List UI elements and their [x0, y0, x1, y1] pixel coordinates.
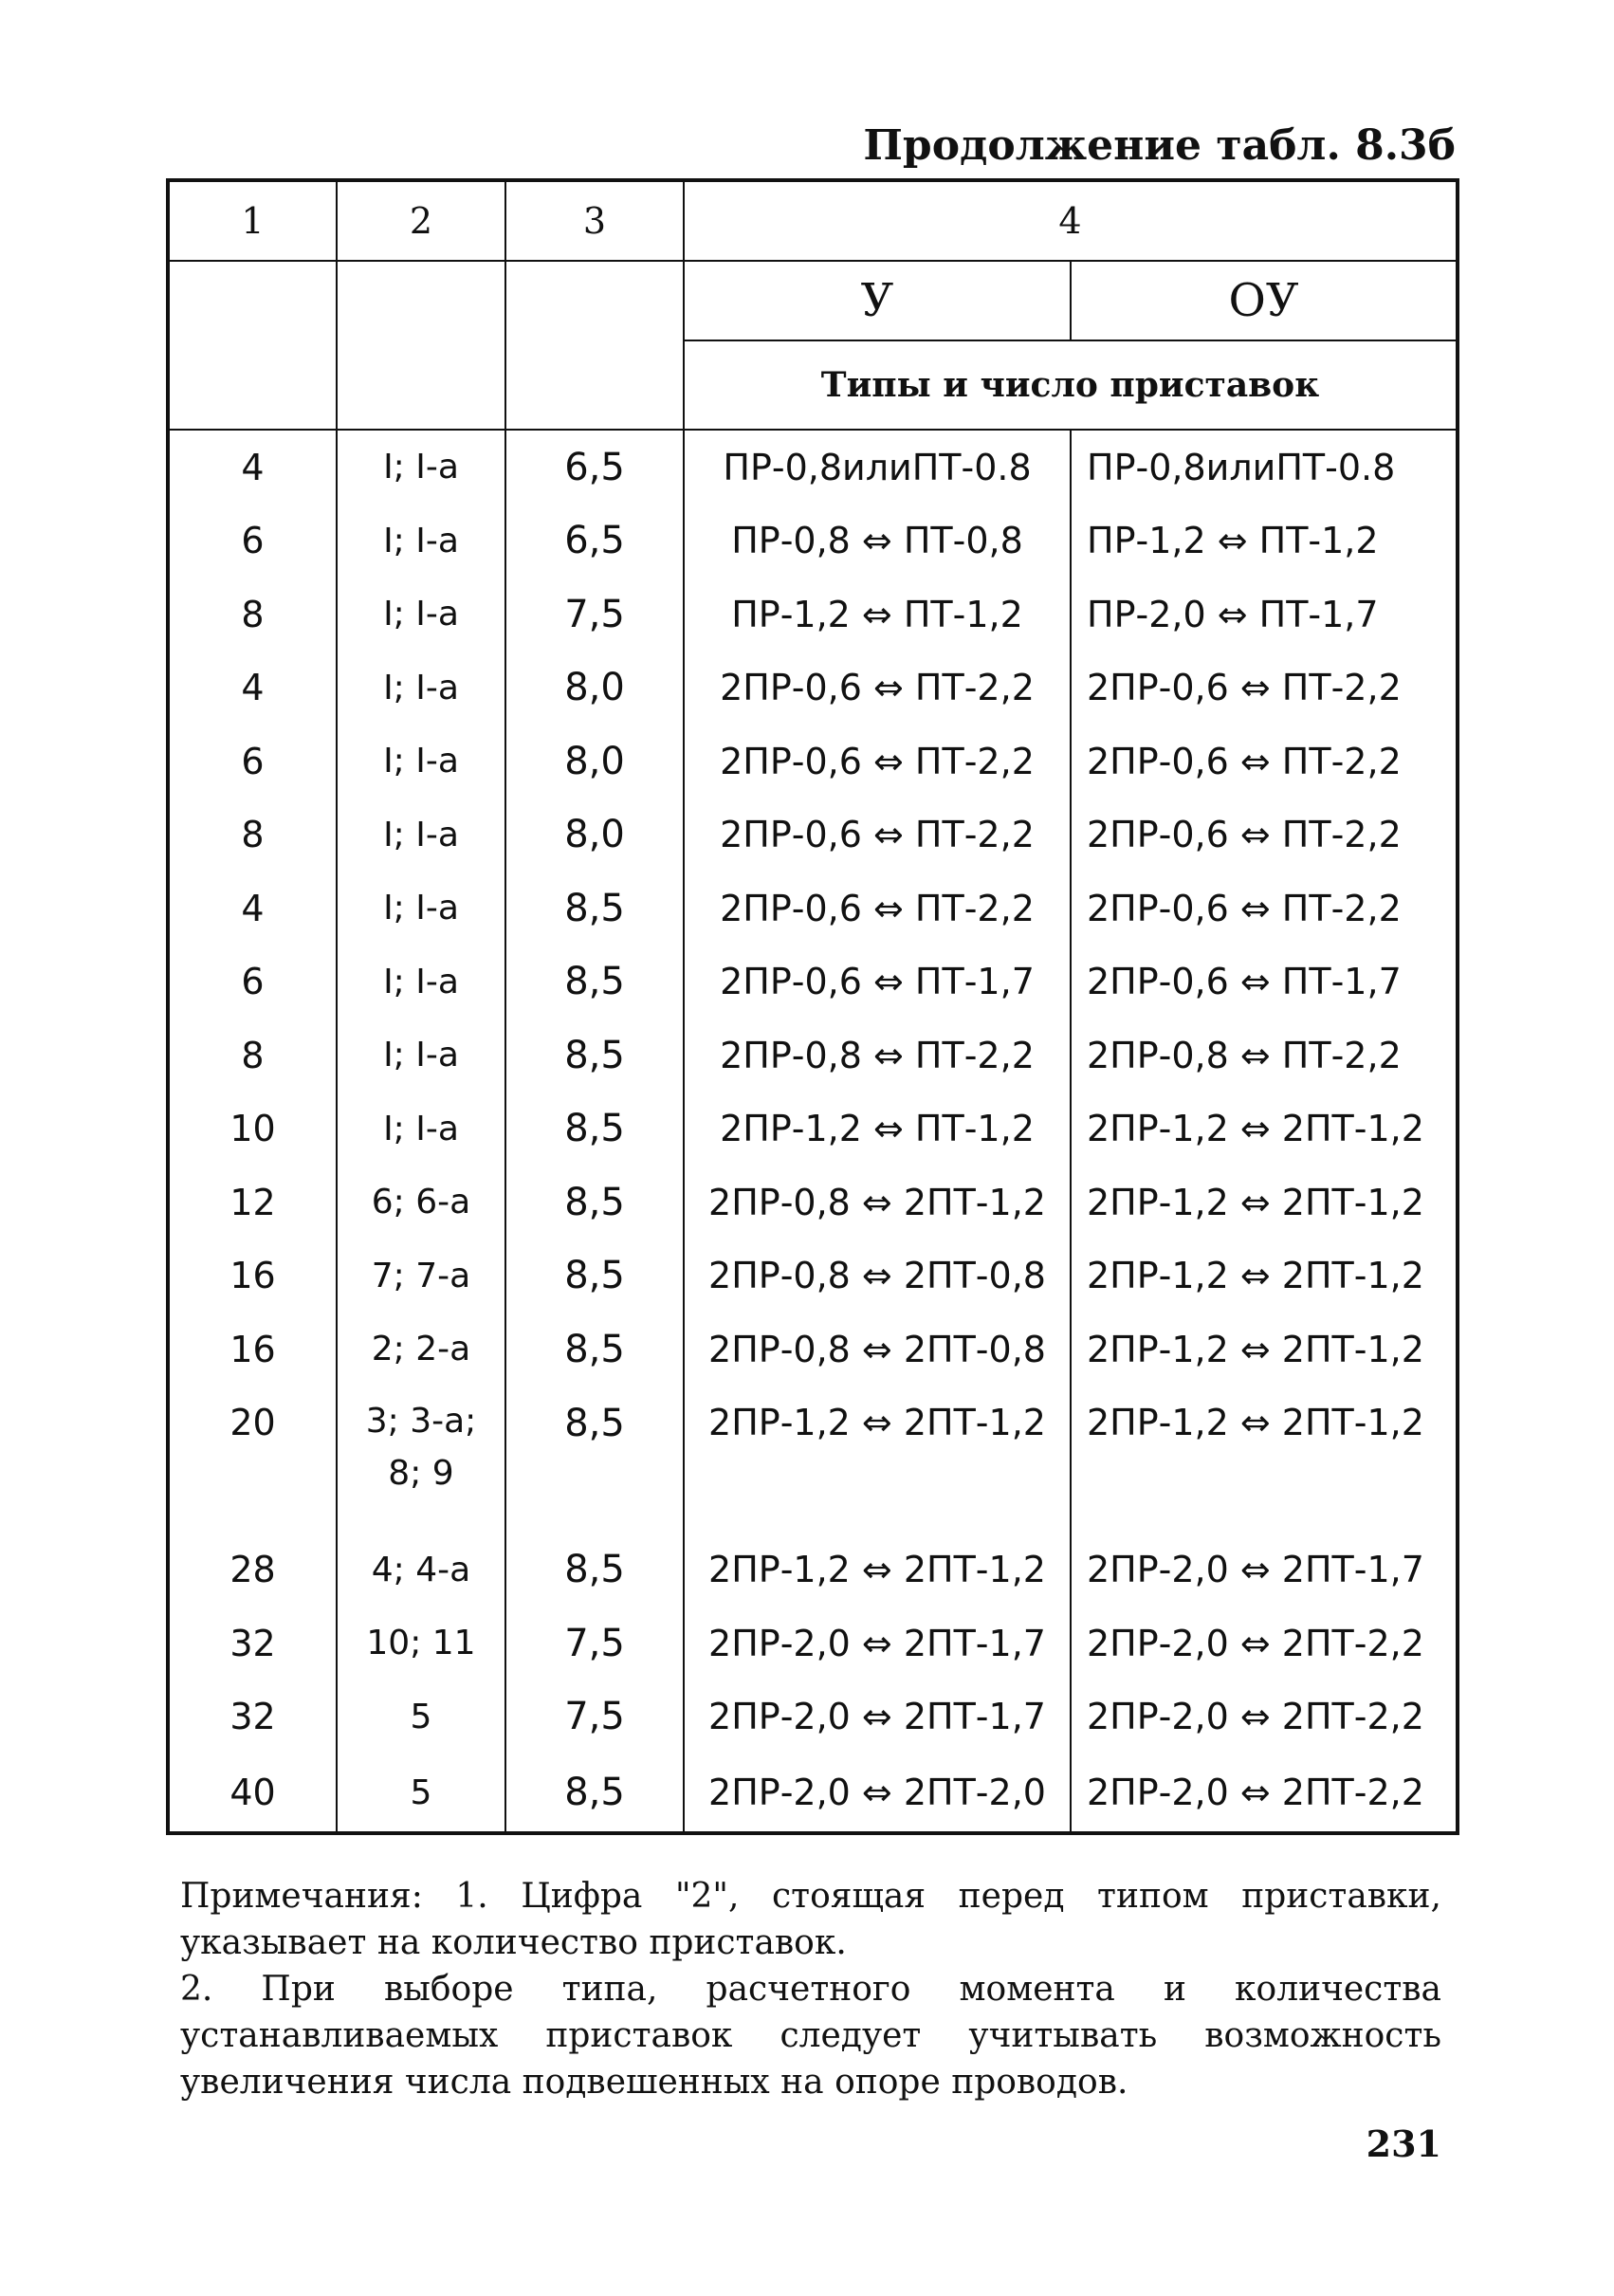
cell-col3: 8,5 [505, 1093, 684, 1166]
cell-col3: 8,0 [505, 725, 684, 799]
cell-col2: 4; 4-a [337, 1534, 505, 1607]
header-blank-2 [337, 261, 505, 430]
table-row [168, 1607, 1458, 1681]
cell-col5-ou: 2ПР-1,2 ⇔ 2ПТ-1,2 [1071, 1166, 1458, 1240]
cell-col4-u: 2ПР-0,6 ⇔ ПТ-2,2 [684, 799, 1071, 872]
cell-col4-u: 2ПР-0,8 ⇔ 2ПТ-0,8 [684, 1313, 1071, 1387]
table-row [168, 430, 1458, 505]
cell-col2: I; I-a [337, 578, 505, 652]
cell-col3: 8,5 [505, 1534, 684, 1607]
col-number-4: 4 [684, 180, 1458, 261]
cell-col5-ou: 2ПР-0,6 ⇔ ПТ-2,2 [1071, 799, 1458, 872]
cell-col2: I; I-a [337, 430, 505, 505]
cell-col2-line1: 3; 3-a; [365, 1401, 477, 1441]
cell-col4-u: 2ПР-0,8 ⇔ ПТ-2,2 [684, 1019, 1071, 1093]
header-blank-1 [168, 261, 337, 430]
cell-col2: I; I-a [337, 725, 505, 799]
cell-col1: 32 [168, 1681, 337, 1754]
cell-col1: 4 [168, 652, 337, 726]
cell-col3: 8,0 [505, 799, 684, 872]
data-table [166, 178, 1459, 1835]
cell-col1: 8 [168, 799, 337, 872]
cell-col4-u: 2ПР-1,2 ⇔ 2ПТ-1,2 [684, 1387, 1071, 1534]
col-number-1: 1 [168, 180, 337, 261]
cell-col5-ou: 2ПР-0,6 ⇔ ПТ-2,2 [1071, 872, 1458, 946]
table-body [168, 430, 1458, 1833]
table-row [168, 1019, 1458, 1093]
table-row [168, 725, 1458, 799]
cell-col4-u: ПР-0,8илиПТ-0.8 [684, 430, 1071, 505]
cell-col5-ou: 2ПР-2,0 ⇔ 2ПТ-2,2 [1071, 1607, 1458, 1681]
cell-col4-u: 2ПР-2,0 ⇔ 2ПТ-1,7 [684, 1607, 1071, 1681]
cell-col1: 4 [168, 430, 337, 505]
cell-col3: 8,5 [505, 1387, 684, 1534]
cell-col2: 7; 7-a [337, 1240, 505, 1313]
sub-header-u: У [684, 261, 1071, 340]
cell-col2: 5 [337, 1754, 505, 1833]
cell-col4-u: 2ПР-0,8 ⇔ 2ПТ-0,8 [684, 1240, 1071, 1313]
cell-col5-ou: 2ПР-0,8 ⇔ ПТ-2,2 [1071, 1019, 1458, 1093]
table-row [168, 505, 1458, 579]
table-row [168, 1754, 1458, 1833]
cell-col2-line2: 8; 9 [388, 1453, 454, 1493]
cell-col5-ou: 2ПР-1,2 ⇔ 2ПТ-1,2 [1071, 1313, 1458, 1387]
cell-col4-u: 2ПР-2,0 ⇔ 2ПТ-1,7 [684, 1681, 1071, 1754]
cell-col5-ou: 2ПР-0,6 ⇔ ПТ-2,2 [1071, 652, 1458, 726]
cell-col5-ou: 2ПР-2,0 ⇔ 2ПТ-1,7 [1071, 1534, 1458, 1607]
cell-col1: 6 [168, 725, 337, 799]
cell-col3: 7,5 [505, 578, 684, 652]
cell-col2: I; I-a [337, 1093, 505, 1166]
cell-col1: 16 [168, 1240, 337, 1313]
cell-col4-u: 2ПР-2,0 ⇔ 2ПТ-2,0 [684, 1754, 1071, 1833]
table-row [168, 872, 1458, 946]
table-row [168, 1534, 1458, 1607]
cell-col2: I; I-a [337, 872, 505, 946]
cell-col4-u: 2ПР-0,6 ⇔ ПТ-2,2 [684, 725, 1071, 799]
cell-col1: 6 [168, 505, 337, 579]
cell-col1: 12 [168, 1166, 337, 1240]
cell-col5-ou: 2ПР-2,0 ⇔ 2ПТ-2,2 [1071, 1681, 1458, 1754]
cell-col3: 8,5 [505, 1313, 684, 1387]
table-row [168, 1240, 1458, 1313]
sub-header-ou: ОУ [1071, 261, 1458, 340]
cell-col4-u: ПР-0,8 ⇔ ПТ-0,8 [684, 505, 1071, 579]
cell-col5-ou: 2ПР-1,2 ⇔ 2ПТ-1,2 [1071, 1387, 1458, 1534]
table-row [168, 1313, 1458, 1387]
table-row [168, 799, 1458, 872]
header-blank-3 [505, 261, 684, 430]
cell-col4-u: 2ПР-0,6 ⇔ ПТ-1,7 [684, 946, 1071, 1019]
cell-col5-ou: ПР-2,0 ⇔ ПТ-1,7 [1071, 578, 1458, 652]
cell-col5-ou: 2ПР-1,2 ⇔ 2ПТ-1,2 [1071, 1240, 1458, 1313]
note-1: Примечания: 1. Цифра "2", стоящая перед типом приставки, указывает на количество приставок. [180, 1877, 1441, 1962]
cell-col3: 8,5 [505, 1019, 684, 1093]
cell-col1: 8 [168, 578, 337, 652]
cell-col5-ou: 2ПР-2,0 ⇔ 2ПТ-2,2 [1071, 1754, 1458, 1833]
table-caption: Продолжение табл. 8.3б [863, 121, 1456, 170]
col-number-3: 3 [505, 180, 684, 261]
page-number: 231 [1366, 2122, 1441, 2165]
cell-col3: 7,5 [505, 1681, 684, 1754]
cell-col3: 8,5 [505, 1166, 684, 1240]
cell-col2: 10; 11 [337, 1607, 505, 1681]
cell-col5-ou: ПР-1,2 ⇔ ПТ-1,2 [1071, 505, 1458, 579]
cell-col3: 6,5 [505, 430, 684, 505]
cell-col2: 6; 6-a [337, 1166, 505, 1240]
cell-col2 [337, 1387, 505, 1534]
table-row [168, 1681, 1458, 1754]
cell-col5-ou: 2ПР-1,2 ⇔ 2ПТ-1,2 [1071, 1093, 1458, 1166]
cell-col3: 8,5 [505, 1754, 684, 1833]
cell-col4-u: 2ПР-0,6 ⇔ ПТ-2,2 [684, 872, 1071, 946]
table-row [168, 578, 1458, 652]
table-row [168, 1166, 1458, 1240]
cell-col3: 8,0 [505, 652, 684, 726]
cell-col5-ou: ПР-0,8илиПТ-0.8 [1071, 430, 1458, 505]
cell-col3: 6,5 [505, 505, 684, 579]
cell-col4-u: 2ПР-1,2 ⇔ ПТ-1,2 [684, 1093, 1071, 1166]
cell-col1: 16 [168, 1313, 337, 1387]
cell-col4-u: 2ПР-1,2 ⇔ 2ПТ-1,2 [684, 1534, 1071, 1607]
cell-col1: 20 [168, 1387, 337, 1534]
table-row [168, 652, 1458, 726]
cell-col2: I; I-a [337, 799, 505, 872]
cell-col3: 8,5 [505, 872, 684, 946]
cell-col3: 8,5 [505, 1240, 684, 1313]
cell-col1: 10 [168, 1093, 337, 1166]
cell-col1: 40 [168, 1754, 337, 1833]
cell-col1: 4 [168, 872, 337, 946]
cell-col2: I; I-a [337, 652, 505, 726]
cell-col3: 7,5 [505, 1607, 684, 1681]
table-row [168, 1387, 1458, 1534]
cell-col5-ou: 2ПР-0,6 ⇔ ПТ-2,2 [1071, 725, 1458, 799]
cell-col4-u: 2ПР-0,8 ⇔ 2ПТ-1,2 [684, 1166, 1071, 1240]
table-row [168, 946, 1458, 1019]
cell-col4-u: ПР-1,2 ⇔ ПТ-1,2 [684, 578, 1071, 652]
cell-col5-ou: 2ПР-0,6 ⇔ ПТ-1,7 [1071, 946, 1458, 1019]
types-header: Типы и число приставок [684, 340, 1458, 430]
cell-col2: 2; 2-a [337, 1313, 505, 1387]
cell-col2: 5 [337, 1681, 505, 1754]
cell-col1: 32 [168, 1607, 337, 1681]
cell-col3: 8,5 [505, 946, 684, 1019]
col-number-2: 2 [337, 180, 505, 261]
notes [180, 1873, 1441, 2105]
cell-col1: 6 [168, 946, 337, 1019]
cell-col2: I; I-a [337, 505, 505, 579]
table-row [168, 1093, 1458, 1166]
cell-col4-u: 2ПР-0,6 ⇔ ПТ-2,2 [684, 652, 1071, 726]
note-2: 2. При выборе типа, расчетного момента и количества устанавливаемых приставок следует учитывать возможность увеличения числа подвешенных на опоре проводов. [180, 1970, 1441, 2102]
cell-col1: 8 [168, 1019, 337, 1093]
cell-col2: I; I-a [337, 1019, 505, 1093]
cell-col2: I; I-a [337, 946, 505, 1019]
cell-col1: 28 [168, 1534, 337, 1607]
